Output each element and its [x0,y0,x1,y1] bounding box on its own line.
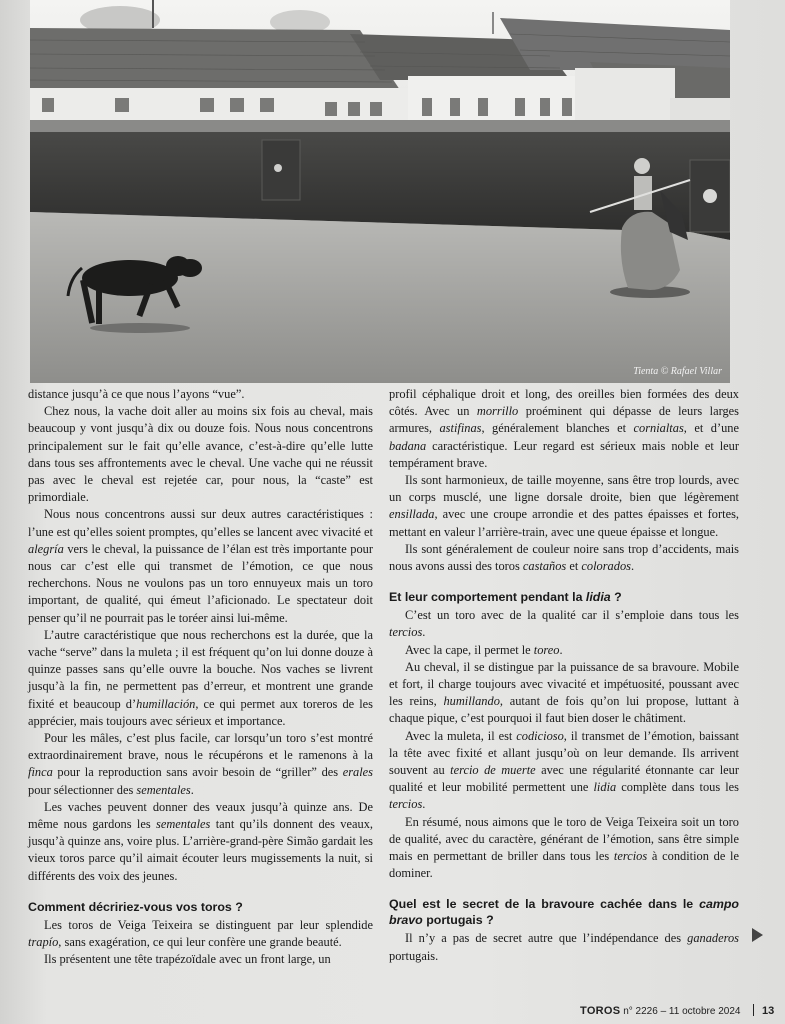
paragraph: Les vaches peuvent donner des veaux jusqu’à quinze ans. De même nous gardons les sementales tant qu’ils donnent des veaux, jusqu’à quinze ans, voire plus. L’arrière-grand-père Simão gardait les vieux toros parce qu’il aimait écouter leurs mugissements la nuit, si différents des voix des jeunes. [28,799,373,883]
section-heading: Comment décririez-vous vos toros ? [28,899,243,914]
article-column-left [28,386,373,969]
tienta-photo [30,0,730,383]
paragraph: Nous nous concentrons aussi sur deux autres caractéristiques : l’une est qu’elles soient promptes, qu’elles se lancent avec vivacité et alegría vers le cheval, la puissance de l’élan est très importante pour nous car c’est elle qui transmet de l’émotion, ce que nous recherchons. Nous ne voulons pas un toro ennuyeux mais un toro important, de qualité, qui émeut l’aficionado. Le spectateur doit penser qu’il ne pourrait pas le toréer ainsi lui-même. [28,507,373,625]
paragraph: En résumé, nous aimons que le toro de Veiga Teixeira soit un toro de qualité, avec du caractère, générant de l’émotion, sans être simple mais en permettant de briller dans tous les tercios à condition de le dominer. [389,814,739,881]
continue-arrow-icon [752,928,763,942]
paragraph: Chez nous, la vache doit aller au moins six fois au cheval, mais beaucoup y vont jusqu’à dix ou douze fois. Nous nous concentrons principalement sur le fait qu’elle avance, c’est-à-dire qu’elle lutte dans tous ses affrontements avec le cheval. Une vache qui ne réussit pas avec le cheval est rejetée car, pour nous, la “caste” est primordiale. [28,404,373,505]
paragraph: Avec la muleta, il est codicioso, il transmet de l’émotion, baissant la tête avec fixité et allant jusqu’où on leur demande. Ils arrivent souvent au tercio de muerte avec une régularité étonnante car leur qualité et leur mobilité permettent une lidia complète dans tous les tercios. [389,728,739,812]
paragraph: C’est un toro avec de la qualité car il s’emploie dans tous les tercios. [389,608,739,640]
paragraph: Ils sont généralement de couleur noire sans trop d’accidents, mais nous avons aussi des toros castaños et colorados. [389,541,739,574]
paragraph: L’autre caractéristique que nous recherchons est la durée, que la vache “serve” dans la muleta ; il est fréquent qu’on lui donne douze à quinze passes sans qu’elle ouvre la bouche. Nos vaches se livrent jusqu’à la fin, ne permettent pas d’erreur, et montrent une grande fixité et beaucoup d’humillación, ce qui permet aux toreros de les apprécier, mais toujours avec sérieux et importance. [28,627,373,728]
paragraph: Ils sont harmonieux, de taille moyenne, sans être trop lourds, avec un corps musclé, une ligne dorsale droite, bien que légèrement ensillada, avec une croupe arrondie et des pattes épaisses et fortes, mettant en valeur l’arrière-train, avec une queue épaisse et longue. [389,473,739,539]
article-column-right [389,386,739,965]
magazine-name: TOROS [580,1005,621,1017]
paragraph: Au cheval, il se distingue par la puissance de sa bravoure. Mobile et fort, il charge toujours avec vivacité et impétuosité, poussant avec les reins, humillando, autant de fois qu’on lui propose, luttant à chaque pique, c’est pourquoi il faut bien doser le châtiment. [389,659,739,726]
section-heading: Quel est le secret de la bravoure cachée dans le campo bravo portugais ? [389,897,739,928]
page-footer [580,1004,780,1017]
paragraph: distance jusqu’à ce que nous l’ayons “vue”. [28,387,245,401]
tienta-photo-illustration [30,0,730,383]
page-number: 13 [762,1005,775,1017]
issue-info: n° 2226 – 11 octobre 2024 [623,1006,741,1017]
paragraph: Avec la cape, il permet le toreo. [405,642,563,657]
photo-caption: Tienta © Rafael Villar [633,366,722,377]
paragraph: Les toros de Veiga Teixeira se distinguent par leur splendide trapío, sans exagération, ce qui leur confère une grande beauté. [28,917,373,950]
paragraph: profil céphalique droit et long, des oreilles bien formées des deux côtés. Avec un morrillo proéminent qui dépasse de leurs larges armures, astifinas, généralement blanches et cornialtas, et d’une badana caractéristique. Leur regard est sérieux mais noble et leur tempérament brave. [389,387,739,470]
paragraph: Ils présentent une tête trapézoïdale avec un front large, un [44,952,331,967]
paragraph: Il n’y a pas de secret autre que l’indépendance des ganaderos portugais. [389,931,739,963]
paragraph: Pour les mâles, c’est plus facile, car lorsqu’un toro s’est montré extraordinairement brave, nous le récupérons et le ramenons à la finca pour la reproduction sans avoir besoin de “griller” des erales pour sélectionner des sementales. [28,731,373,797]
section-heading: Et leur comportement pendant la lidia ? [389,590,622,605]
footer-divider [753,1004,754,1016]
